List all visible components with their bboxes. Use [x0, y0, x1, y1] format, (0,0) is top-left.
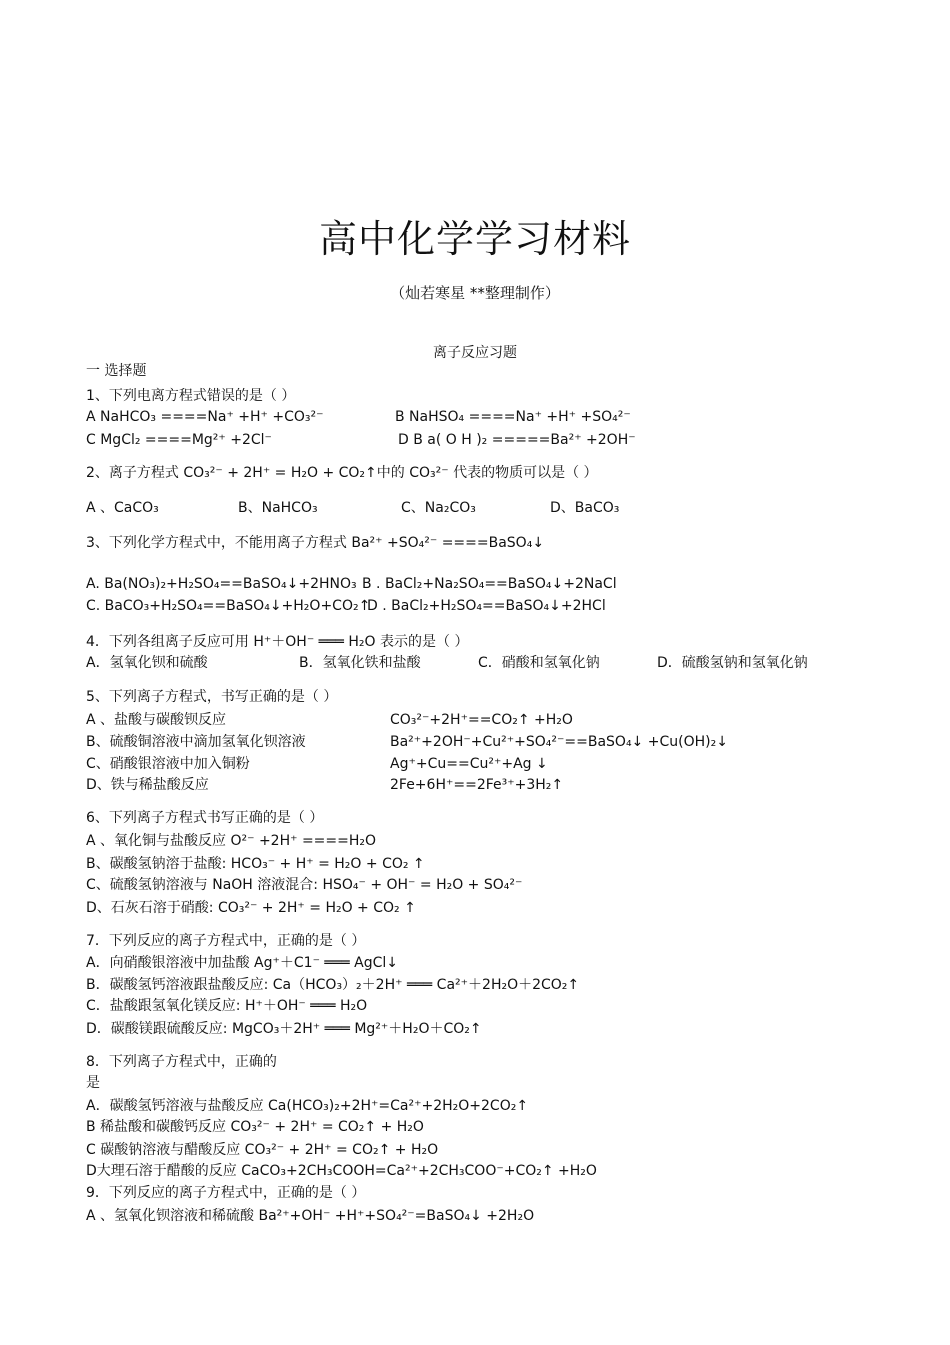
- question-line-l23: B．碳酸氢钙溶液跟盐酸反应: Ca（HCO₃）₂＋2H⁺ ═══ Ca²⁺＋2H₂O＋2CO₂↑: [86, 977, 580, 993]
- question-line-l14a: C、硝酸银溶液中加入铜粉: [86, 756, 250, 772]
- question-line-l15a: D、铁与稀盐酸反应: [86, 777, 209, 793]
- question-line-l10d: D．硫酸氢钠和氢氧化钠: [657, 655, 808, 671]
- question-line-l21: 7．下列反应的离子方程式中，正确的是（ ）: [86, 933, 366, 949]
- page-title: 高中化学学习材料: [318, 217, 631, 261]
- question-line-l1: 1、下列电离方程式错误的是（ ）: [86, 388, 296, 404]
- question-line-l5d: D、BaCO₃: [550, 500, 620, 516]
- question-line-l7a: A. Ba(NO₃)₂+H₂SO₄==BaSO₄↓+2HNO₃: [86, 576, 357, 592]
- question-line-l9: 4．下列各组离子反应可用 H⁺＋OH⁻ ═══ H₂O 表示的是（ ）: [86, 634, 469, 650]
- question-line-l5c: C、Na₂CO₃: [401, 500, 476, 516]
- question-line-l13b: Ba²⁺+2OH⁻+Cu²⁺+SO₄²⁻==BaSO₄↓ +Cu(OH)₂↓: [390, 734, 728, 750]
- section-title: 离子反应习题: [433, 345, 517, 361]
- question-line-l26: 8．下列离子方程式中，正确的: [86, 1054, 277, 1070]
- question-line-l7b: B . BaCl₂+Na₂SO₄==BaSO₄↓+2NaCl: [362, 576, 617, 592]
- question-line-l2b: B NaHSO₄ ====Na⁺ +H⁺ +SO₄²⁻: [395, 409, 631, 425]
- question-line-l10c: C．硝酸和氢氧化钠: [478, 655, 600, 671]
- question-line-l31: D大理石溶于醋酸的反应 CaCO₃+2CH₃COOH=Ca²⁺+2CH₃COO⁻+CO₂↑ +H₂O: [86, 1163, 597, 1179]
- question-line-l29: B 稀盐酸和碳酸钙反应 CO₃²⁻ + 2H⁺ = CO₂↑ + H₂O: [86, 1119, 424, 1135]
- question-line-l27: 是: [86, 1075, 100, 1091]
- question-line-l25: D．碳酸镁跟硫酸反应: MgCO₃＋2H⁺ ═══ Mg²⁺＋H₂O＋CO₂↑: [86, 1021, 482, 1037]
- question-line-l6: 3、下列化学方程式中，不能用离子方程式 Ba²⁺ +SO₄²⁻ ====BaSO₄↓: [86, 535, 545, 551]
- question-line-l12b: CO₃²⁻+2H⁺==CO₂↑ +H₂O: [390, 712, 573, 728]
- question-line-l18: B、碳酸氢钠溶于盐酸: HCO₃⁻ + H⁺ = H₂O + CO₂ ↑: [86, 856, 425, 872]
- question-line-l12a: A 、盐酸与碳酸钡反应: [86, 712, 227, 728]
- question-line-l5b: B、NaHCO₃: [238, 500, 318, 516]
- question-line-l22: A．向硝酸银溶液中加盐酸 Ag⁺＋C1⁻ ═══ AgCl↓: [86, 955, 398, 971]
- question-line-l32: 9．下列反应的离子方程式中，正确的是（ ）: [86, 1185, 366, 1201]
- question-line-l10b: B．氢氧化铁和盐酸: [299, 655, 421, 671]
- question-line-l3a: C MgCl₂ ====Mg²⁺ +2Cl⁻: [86, 432, 272, 448]
- question-line-l16: 6、下列离子方程式书写正确的是（ ）: [86, 810, 324, 826]
- question-line-l0: 一 选择题: [86, 363, 147, 379]
- question-line-l17: A 、氧化铜与盐酸反应 O²⁻ +2H⁺ ====H₂O: [86, 833, 377, 849]
- question-line-l11: 5、下列离子方程式，书写正确的是（ ）: [86, 689, 338, 705]
- question-line-l14b: Ag⁺+Cu==Cu²⁺+Ag ↓: [390, 756, 548, 772]
- question-line-l30: C 碳酸钠溶液与醋酸反应 CO₃²⁻ + 2H⁺ = CO₂↑ + H₂O: [86, 1142, 439, 1158]
- question-line-l2a: A NaHCO₃ ====Na⁺ +H⁺ +CO₃²⁻: [86, 409, 324, 425]
- question-line-l24: C．盐酸跟氢氧化镁反应: H⁺＋OH⁻ ═══ H₂O: [86, 998, 368, 1014]
- question-line-l10a: A．氢氧化钡和硫酸: [86, 655, 208, 671]
- question-line-l8b: D . BaCl₂+H₂SO₄==BaSO₄↓+2HCl: [367, 598, 606, 614]
- question-line-l28: A．碳酸氢钙溶液与盐酸反应 Ca(HCO₃)₂+2H⁺=Ca²⁺+2H₂O+2CO₂↑: [86, 1098, 529, 1114]
- question-line-l33: A 、氢氧化钡溶液和稀硫酸 Ba²⁺+OH⁻ +H⁺+SO₄²⁻=BaSO₄↓ +2H₂O: [86, 1208, 535, 1224]
- page-subtitle: （灿若寒星 **整理制作）: [390, 284, 560, 302]
- question-line-l4: 2、离子方程式 CO₃²⁻ + 2H⁺ = H₂O + CO₂↑中的 CO₃²⁻ 代表的物质可以是（ ）: [86, 465, 598, 481]
- question-line-l8a: C. BaCO₃+H₂SO₄==BaSO₄↓+H₂O+CO₂↑: [86, 598, 371, 614]
- question-line-l13a: B、硫酸铜溶液中滴加氢氧化钡溶液: [86, 734, 306, 750]
- question-line-l19: C、硫酸氢钠溶液与 NaOH 溶液混合: HSO₄⁻ + OH⁻ = H₂O + SO₄²⁻: [86, 877, 523, 893]
- question-line-l3b: D B a( O H )₂ =====Ba²⁺ +2OH⁻: [398, 432, 636, 448]
- question-line-l15b: 2Fe+6H⁺==2Fe³⁺+3H₂↑: [390, 777, 564, 793]
- question-line-l5a: A 、CaCO₃: [86, 500, 159, 516]
- question-line-l20: D、石灰石溶于硝酸: CO₃²⁻ + 2H⁺ = H₂O + CO₂ ↑: [86, 900, 416, 916]
